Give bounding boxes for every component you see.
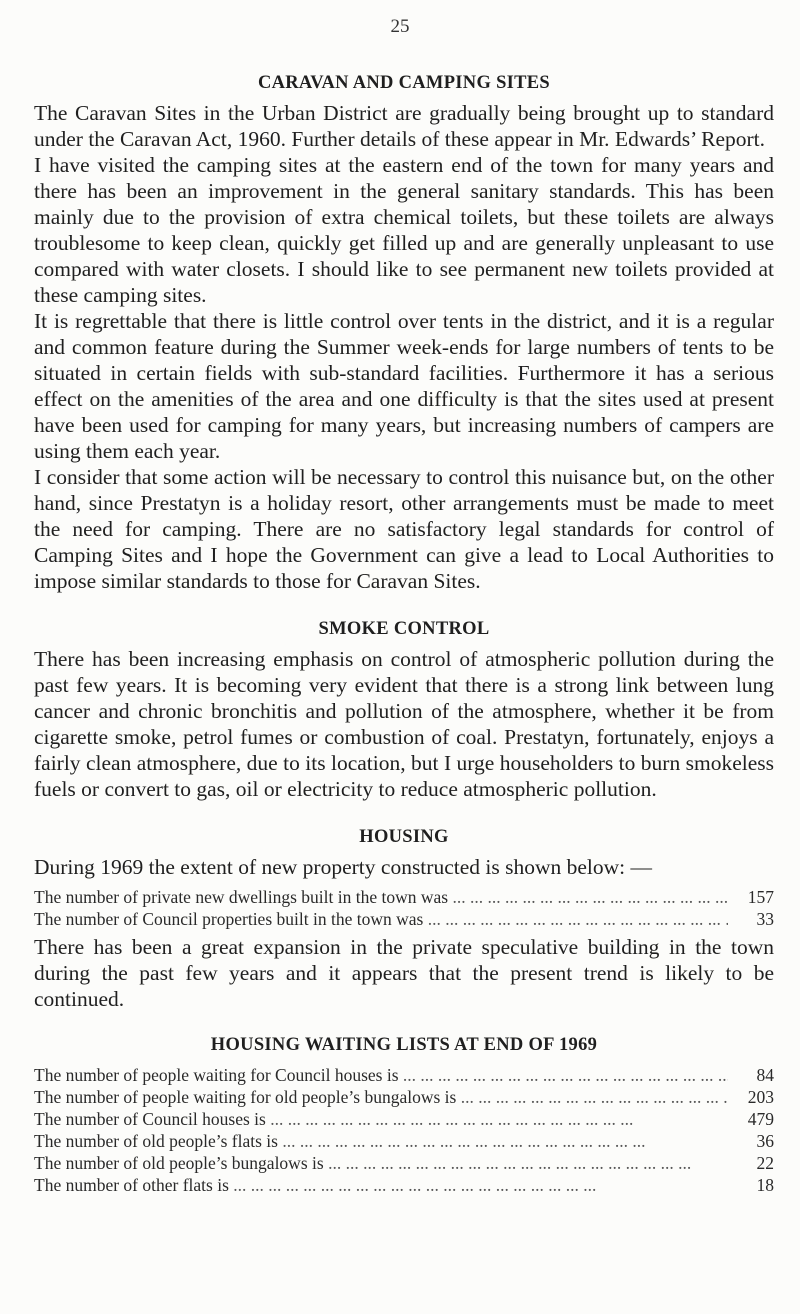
list-item [34, 908, 774, 930]
caravan-heading: CARAVAN AND CAMPING SITES [257, 73, 551, 93]
list-item-value: 479 [747, 1109, 774, 1129]
housing-closing: There has been a great expansion in the private speculative building in the town during the past few years and it appears that the present trend is likely to be continued. [34, 935, 774, 1011]
waiting-list [34, 1064, 774, 1196]
list-item-value: 36 [756, 1131, 774, 1151]
list-item [34, 1152, 774, 1174]
list-item-value: 84 [756, 1065, 774, 1085]
list-item-label: The number of private new dwellings built in the town was ... . [34, 886, 728, 908]
caravan-paragraph-4: I consider that some action will be necessary to control this nuisance but, on the other hand, since Prestatyn is a holiday resort, other arrangements must be made to meet the need for camping. There are no satisfactory legal standards for control of Camping Sites and I hope the Government can give a lead to Local Authorities to impose similar standards to those for Caravan Sites. [34, 465, 774, 593]
list-item-label: The number of old people’s bungalows is ... . [34, 1152, 728, 1174]
housing-intro: During 1969 the extent of new property constructed is shown below: — [34, 855, 652, 879]
housing-section [34, 824, 774, 1012]
waiting-heading: HOUSING WAITING LISTS AT END OF 1969 [210, 1035, 598, 1055]
waiting-section [34, 1032, 774, 1196]
list-item-value: 157 [747, 887, 774, 907]
list-item-value: 22 [756, 1153, 774, 1173]
list-item [34, 1064, 774, 1086]
list-item [34, 1174, 774, 1196]
smoke-paragraph: There has been increasing emphasis on control of atmospheric pollution during the past few years. It is becoming very evident that there is a strong link between lung cancer and chronic bronchitis and pollution of the atmosphere, whether it be from cigarette smoke, petrol fumes or combustion of coal. Prestatyn, fortunately, enjoys a fairly clean atmosphere, due to its location, but I urge householders to burn smokeless fuels or convert to gas, oil or electricity to reduce atmospheric pollution. [34, 647, 774, 801]
caravan-section [34, 70, 774, 594]
list-item [34, 1086, 774, 1108]
page-content [34, 70, 774, 1200]
smoke-heading: SMOKE CONTROL [318, 619, 490, 639]
list-item-label: The number of people waiting for old people’s bungalows is ... . [34, 1086, 728, 1108]
caravan-paragraph-2: I have visited the camping sites at the eastern end of the town for many years and there has been an improvement in the general sanitary standards. This has been mainly due to the provision of extra chemical toilets, but these toilets are always troublesome to keep clean, quickly get filled up and are generally unpleasant to use compared with water closets. I should like to see permanent new toilets provided at these camping sites. [34, 153, 774, 307]
list-item-label: The number of old people’s flats is ... . [34, 1130, 728, 1152]
list-item [34, 1130, 774, 1152]
list-item-value: 18 [756, 1175, 774, 1195]
housing-construction-list [34, 886, 774, 930]
list-item-label: The number of Council houses is ... . [34, 1108, 728, 1130]
list-item-value: 203 [747, 1087, 774, 1107]
page-number: 25 [390, 16, 410, 37]
caravan-paragraph-3: It is regrettable that there is little control over tents in the district, and it is a regular and common feature during the Summer week-ends for large numbers of tents to be situated in certain fields with sub-standard facilities. Furthermore it has a serious effect on the amenities of the area and one difficulty is that the sites used at present have been used for camping for many years, but increasing numbers of campers are using them each year. [34, 309, 774, 463]
smoke-section [34, 616, 774, 802]
list-item-label: The number of Council properties built in the town was ... . [34, 908, 728, 930]
list-item-label: The number of other flats is ... . [34, 1174, 728, 1196]
housing-heading: HOUSING [359, 827, 449, 847]
list-item-label: The number of people waiting for Council houses is ... . [34, 1064, 728, 1086]
caravan-paragraph-1: The Caravan Sites in the Urban District are gradually being brought up to standard under the Caravan Act, 1960. Further details of these appear in Mr. Edwards’ Report. [34, 101, 774, 151]
list-item [34, 886, 774, 908]
list-item-value: 33 [756, 909, 774, 929]
list-item [34, 1108, 774, 1130]
